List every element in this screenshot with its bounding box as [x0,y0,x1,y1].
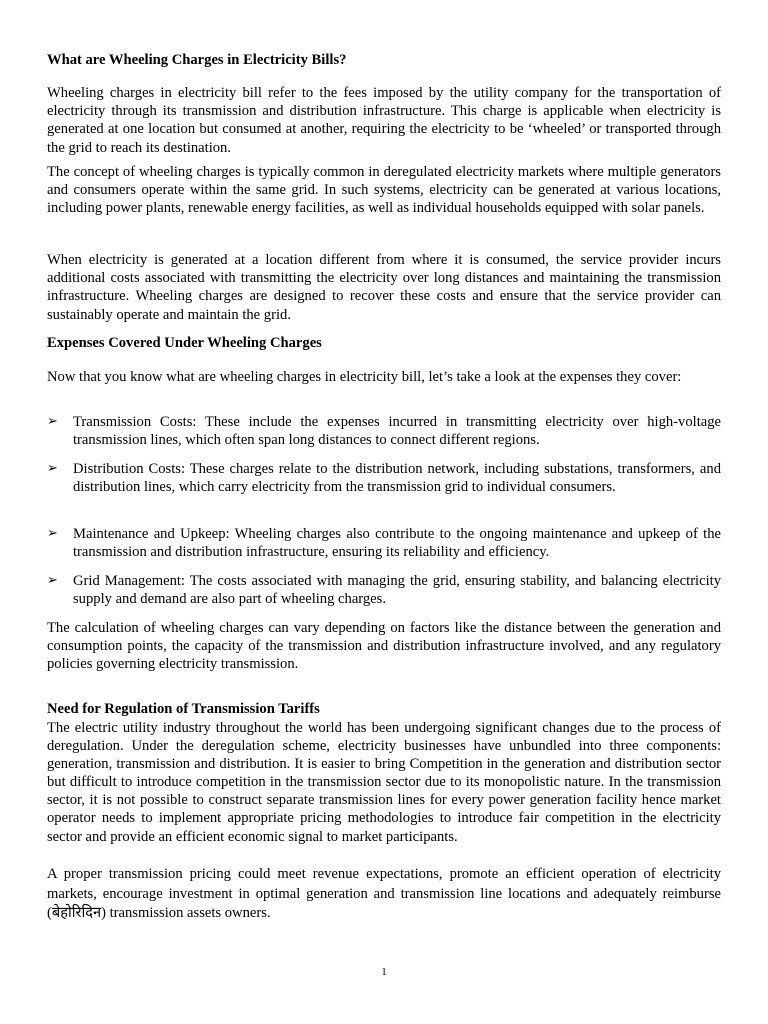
paragraph-calculation: The calculation of wheeling charges can vary depending on factors like the distance between the generation and consumption points, the capacity of the transmission and distribution infrastructure involved, and any regulatory policies governing electricity transmission. [47,620,721,673]
heading-wheeling-charges: What are Wheeling Charges in Electricity Bills? [47,52,347,68]
page-number: 1 [381,966,387,978]
heading-expenses-covered: Expenses Covered Under Wheeling Charges [47,335,322,351]
arrow-bullet-icon: ➢ [47,414,58,429]
paragraph-costs: When electricity is generated at a location different from where it is consumed, the service provider incurs additional costs associated with transmitting the electricity over long distances and maintaining the transmission infrastructure. Wheeling charges are designed to recover these costs and ensure that the service provider can sustainably operate and maintain the grid. [47,252,721,323]
paragraph-transmission-pricing: A proper transmission pricing could meet revenue expectations, promote an efficient operation of electricity markets, encourage investment in optimal generation and transmission line locations and adequately reimburse (बेहोरिदिन) transmission assets owners. [47,866,721,921]
arrow-bullet-icon: ➢ [47,461,58,476]
paragraph-definition: Wheeling charges in electricity bill refer to the fees imposed by the utility company for the transportation of electricity through its transmission and distribution infrastructure. This charge is applicable when electricity is generated at one location but consumed at another, requiring the electricity to be ‘wheeled’ or transported through the grid to reach its destination. [47,85,721,156]
list-item-text: Distribution Costs: These charges relate to the distribution network, including substations, transformers, and distribution lines, which carry electricity from the transmission grid to individual consumers. [73,461,721,496]
paragraph-expenses-intro: Now that you know what are wheeling charges in electricity bill, let’s take a look at the expenses they cover: [47,369,682,385]
heading-regulation: Need for Regulation of Transmission Tariffs [47,701,320,717]
list-item-text: Maintenance and Upkeep: Wheeling charges also contribute to the ongoing maintenance and upkeep of the transmission and distribution infrastructure, ensuring its reliability and efficiency. [73,526,721,561]
paragraph-concept: The concept of wheeling charges is typically common in deregulated electricity markets where multiple generators and consumers operate within the same grid. In such systems, electricity can be generated at various locations, including power plants, renewable energy facilities, as well as individual households equipped with solar panels. [47,164,721,217]
list-item-text: Transmission Costs: These include the expenses incurred in transmitting electricity over high-voltage transmission lines, which often span long distances to connect different regions. [73,414,721,449]
arrow-bullet-icon: ➢ [47,526,58,541]
arrow-bullet-icon: ➢ [47,573,58,588]
paragraph-deregulation: The electric utility industry throughout the world has been undergoing significant changes due to the process of deregulation. Under the deregulation scheme, electricity businesses have unbundled into three components: generation, transmission and distribution. It is easier to bring Competition in the generation and distribution sector but difficult to introduce competition in the transmission sector due to its monopolistic nature. In the transmission sector, it is not possible to construct separate transmission lines for every power generation facility hence market operator needs to implement appropriate pricing methodologies to introduce fair competition in the electricity sector and provide an efficient economic signal to market participants. [47,720,721,845]
list-item-text: Grid Management: The costs associated with managing the grid, ensuring stability, and balancing electricity supply and demand are also part of wheeling charges. [73,573,721,608]
